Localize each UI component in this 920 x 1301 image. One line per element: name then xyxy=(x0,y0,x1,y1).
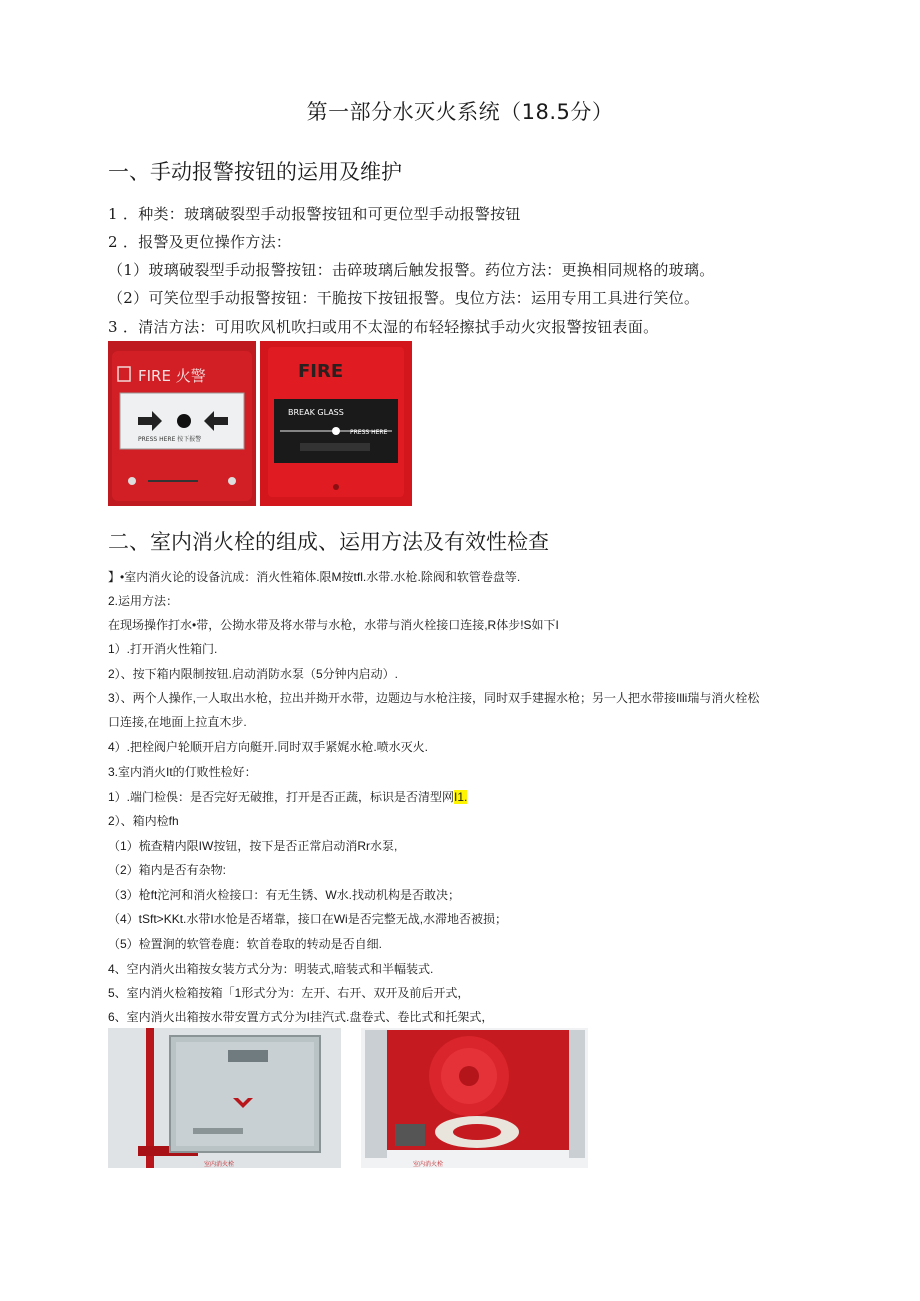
section1-line-1: 1 ．种类：玻璃破裂型手动报警按钮和可更位型手动报警按钮 xyxy=(108,205,521,223)
section2-heading: 二、室内消火栓的组成、运用方法及有效性检查 xyxy=(108,530,549,554)
section1-heading: 一、手动报警按钮的运用及维护 xyxy=(108,160,402,184)
section1-line-4: （2）可笑位型手动报警按钮：干脆按下按钮报警。曳位方法：运用专用工具进行笑位。 xyxy=(108,289,700,307)
section2-line-9: 3.室内消火It的仃败性检好： xyxy=(108,765,257,779)
section1-line-5: 3 ．清洁方法：可用吹风机吹扫或用不太湿的布轻轻擦拭手动火灾报警按钮表面。 xyxy=(108,318,659,336)
highlighted-text: I1. xyxy=(454,790,468,804)
break-glass-fire-label: FIRE xyxy=(298,361,344,382)
hydrant-caption-1: 室内消火栓 xyxy=(204,1161,235,1168)
hydrant-caption-2: 室内消火栓 xyxy=(413,1161,444,1168)
section2-line-6: 3）、两个人操作,一人取出水枪，拉出并拗开水带，边题边与水枪注接，同时双手建握水枪；另一人把水带接Illi瑞与消火栓松 xyxy=(108,691,760,705)
section2-line-18: 5、室内消火检箱按箱「1形式分为：左开、右开、双开及前后开式， xyxy=(108,986,470,1000)
section2-line-15: （4）tSft>KKt.水带I水怆是否堵靠，接口在Wi是否完整无战,水滞地否被损； xyxy=(108,912,508,926)
press-here-label: PRESS HERE 按下报警 xyxy=(138,436,202,443)
section2-line-17: 4、空内消火出箱按女装方式分为：明装式,暗装式和半幅装式. xyxy=(108,962,434,976)
section2-line-7: 口连接,在地面上拉直木步. xyxy=(108,715,247,729)
section1-line-3: （1）玻璃破裂型手动报警按钮：击碎玻璃后触发报警。药位方法：更换相同规格的玻璃。 xyxy=(108,261,715,279)
break-glass-alarm-photo xyxy=(260,341,412,506)
hydrant-cabinet-open-photo xyxy=(361,1028,588,1168)
section2-line-10 xyxy=(108,788,467,805)
section2-line-16: （5）检置涧的软管卷鹿：软首卷取的转动是否自细. xyxy=(108,937,383,951)
section2-line-3: 在现场操作打水•带，公拗水带及将水带与水枪，水带与消火栓接口连接,R体步!S如下I xyxy=(108,618,559,632)
fire-alarm-button-photo xyxy=(108,341,256,506)
section2-line-14: （3）枪ft沱河和消火检接口：有无生锈、W水.找动机构是否敢决； xyxy=(108,888,461,902)
section2-line-10-text: 1）.端门检俁：是否完好无破推，打开是否正蔬，标识是否清型网 xyxy=(108,790,455,804)
section2-line-5: 2）、按下箱内限制按钮.启动消防水泵（5分钟内启动）. xyxy=(108,667,399,681)
section2-line-1: 】•室内消火论的设备沆成：消火性箱体.限M按tfl.水带.水枪.除阀和软管卷盘等. xyxy=(108,570,521,584)
fire-alarm-label: FIRE 火警 xyxy=(138,367,206,385)
break-glass-label: BREAK GLASS xyxy=(288,408,344,417)
page-title: 第一部分水灭火系统（18.5分） xyxy=(306,100,614,124)
section2-line-12: （1）梳查精内限IW按钮，按下是否正常启动消Rr水泵, xyxy=(108,839,398,853)
section2-line-11: 2）、箱内检fh xyxy=(108,814,179,828)
section2-line-2: 2.运用方法： xyxy=(108,594,179,608)
break-glass-press-label: PRESS HERE xyxy=(350,429,388,436)
hydrant-cabinet-closed-photo xyxy=(108,1028,341,1168)
section2-line-4: 1）.打开消火性箱门. xyxy=(108,642,218,656)
section1-line-2: 2 ．报警及更位操作方法： xyxy=(108,233,292,251)
section2-line-19: 6、室内消火出箱按水带安置方式分为I挂汽式.盘卷式、卷比式和托架式， xyxy=(108,1010,494,1024)
section2-line-8: 4）.把栓阀户轮顺开启方向艇开.同时双手紧娓水枪.喷水灭火. xyxy=(108,740,429,754)
section2-line-13: （2）箱内是否有杂物: xyxy=(108,863,227,877)
